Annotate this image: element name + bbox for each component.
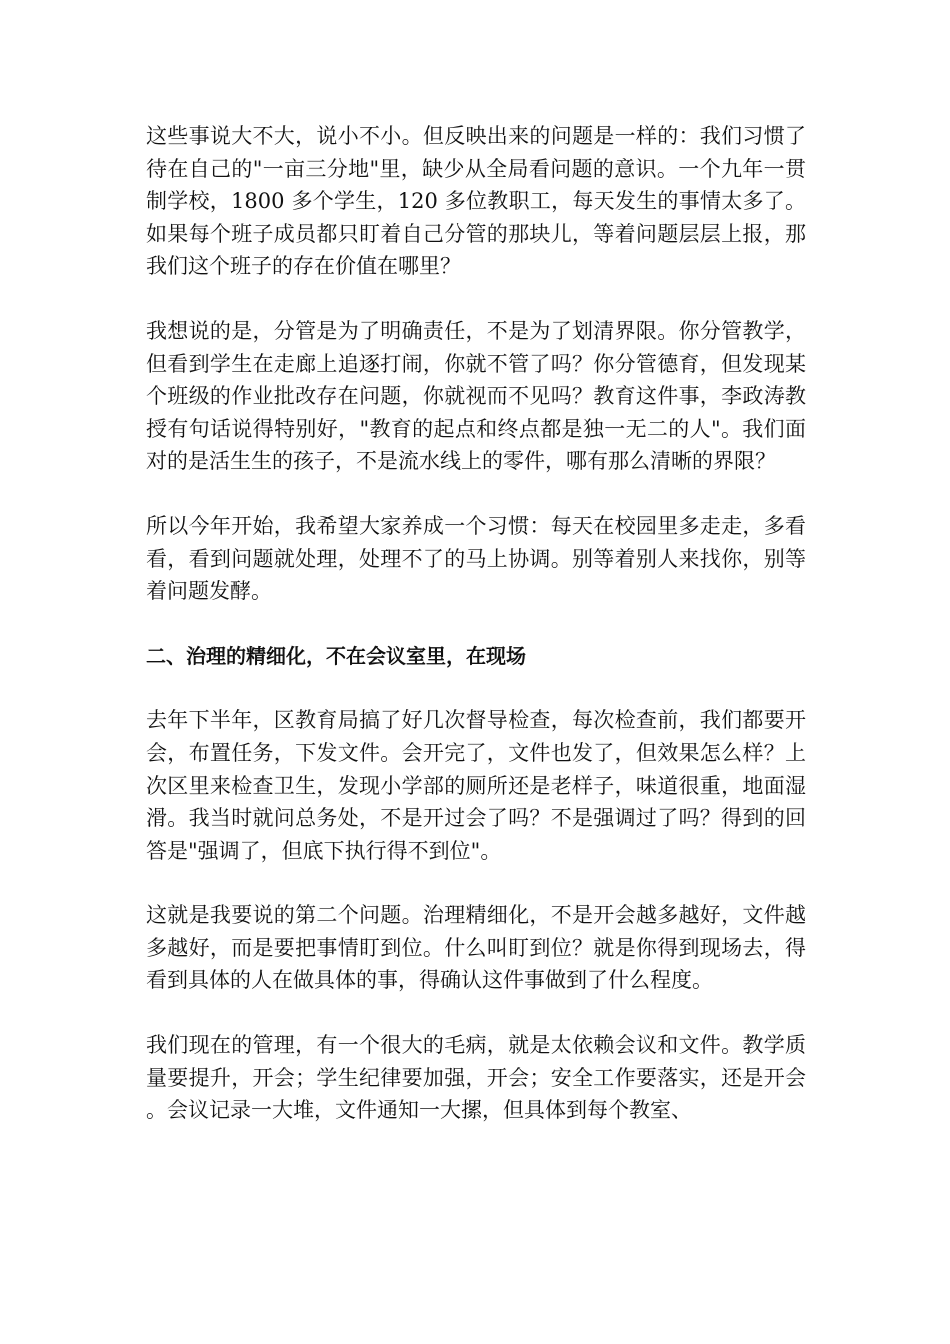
paragraph-3: 所以今年开始，我希望大家养成一个习惯：每天在校园里多走走，多看看，看到问题就处理，处理不了的马上协调。别等着别人来找你，别等着问题发酵。 (146, 513, 806, 604)
paragraph-1: 这些事说大不大，说小不小。但反映出来的问题是一样的：我们习惯了待在自己的"一亩三分地"里，缺少从全局看问题的意识。一个九年一贯制学校，1800 多个学生，120 多位教职工，每天发生的事情太多了。如果每个班子成员都只盯着自己分管的那块儿，等着问题层层上报，那我们这个班子的存在价值在哪里？ (146, 124, 806, 279)
section-heading: 二、治理的精细化，不在会议室里，在现场 (146, 643, 526, 668)
paragraph-6: 我们现在的管理，有一个很大的毛病，就是太依赖会议和文件。教学质量要提升，开会；学生纪律要加强，开会；安全工作要落实，还是开会。会议记录一大堆，文件通知一大摞，但具体到每个教室、 (146, 1033, 806, 1123)
document-body (146, 120, 806, 1159)
paragraph-2: 我想说的是，分管是为了明确责任，不是为了划清界限。你分管教学，但看到学生在走廊上追逐打闹，你就不管了吗？你分管德育，但发现某个班级的作业批改存在问题，你就视而不见吗？教育这件事，李政涛教授有句话说得特别好，"教育的起点和终点都是独一无二的人"。我们面对的是活生生的孩子，不是流水线上的零件，哪有那么清晰的界限？ (146, 318, 806, 474)
paragraph-4: 去年下半年，区教育局搞了好几次督导检查，每次检查前，我们都要开会，布置任务，下发文件。会开完了，文件也发了，但效果怎么样？上次区里来检查卫生，发现小学部的厕所还是老样子，味道很重，地面湿滑。我当时就问总务处，不是开过会了吗？不是强调过了吗？得到的回答是"强调了，但底下执行得不到位"。 (146, 708, 806, 863)
paragraph-5: 这就是我要说的第二个问题。治理精细化，不是开会越多越好，文件越多越好，而是要把事情盯到位。什么叫盯到位？就是你得到现场去，得看到具体的人在做具体的事，得确认这件事做到了什么程度。 (146, 903, 806, 993)
